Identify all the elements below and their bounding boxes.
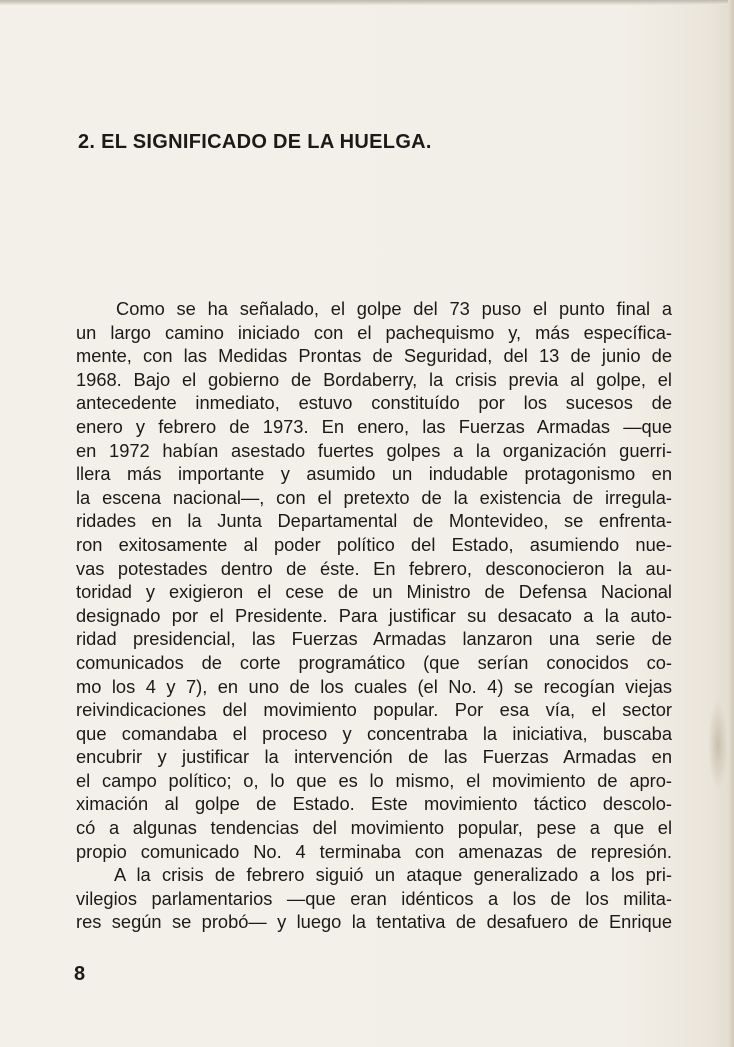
text-line: res según se probó— y luego la tentativa de desafuero de Enrique xyxy=(76,911,672,933)
page-number: 8 xyxy=(74,963,86,985)
text-line: ximación al golpe de Estado. Este movimiento táctico descolo- xyxy=(76,793,672,815)
paragraph-2 xyxy=(76,863,672,934)
text-line: antecedente inmediato, estuvo constituído por los sucesos de xyxy=(76,392,672,414)
page-top-edge xyxy=(0,0,734,5)
text-line: Como se ha señalado, el golpe del 73 puso el punto final a xyxy=(116,298,672,319)
paper-stain xyxy=(708,700,728,790)
text-line: vas potestades dentro de éste. En febrero, desconocieron la au- xyxy=(76,557,672,579)
paragraph-1 xyxy=(76,297,672,863)
text-line: llera más importante y asumido un indudable protagonismo en xyxy=(76,463,672,485)
text-line: que comandaba el proceso y concentraba la iniciativa, buscaba xyxy=(76,722,672,744)
text-line: propio comunicado No. 4 terminaba con amenazas de represión. xyxy=(76,840,672,862)
text-line: ridades en la Junta Departamental de Montevideo, se enfrenta- xyxy=(76,510,672,532)
text-line: 1968. Bajo el gobierno de Bordaberry, la crisis previa al golpe, el xyxy=(76,368,672,390)
text-line: en 1972 habían asestado fuertes golpes a la organización guerri- xyxy=(76,439,672,461)
text-line: un largo camino iniciado con el pachequismo y, más específica- xyxy=(76,321,672,343)
text-line: mente, con las Medidas Prontas de Seguridad, del 13 de junio de xyxy=(76,345,672,367)
text-line: mo los 4 y 7), en uno de los cuales (el No. 4) se recogían viejas xyxy=(76,675,672,697)
text-line: la escena nacional—, con el pretexto de la existencia de irregula- xyxy=(76,486,672,508)
body-text xyxy=(76,297,672,934)
text-line: ridad presidencial, las Fuerzas Armadas lanzaron una serie de xyxy=(76,628,672,650)
text-line: enero y febrero de 1973. En enero, las Fuerzas Armadas —que xyxy=(76,415,672,437)
section-heading: 2. EL SIGNIFICADO DE LA HUELGA. xyxy=(78,131,432,153)
text-line: encubrir y justificar la intervención de las Fuerzas Armadas en xyxy=(76,746,672,768)
text-line: reivindicaciones del movimiento popular. Por esa vía, el sector xyxy=(76,699,672,721)
text-line: ron exitosamente al poder político del Estado, asumiendo nue- xyxy=(76,533,672,555)
text-line: có a algunas tendencias del movimiento popular, pese a que el xyxy=(76,817,672,839)
page-right-edge xyxy=(728,0,734,1047)
text-line: toridad y exigieron el cese de un Ministro de Defensa Nacional xyxy=(76,581,672,603)
text-line: designado por el Presidente. Para justificar su desacato a la auto- xyxy=(76,604,672,626)
text-line: comunicados de corte programático (que serían conocidos co- xyxy=(76,651,672,673)
text-line: A la crisis de febrero siguió un ataque generalizado a los pri- xyxy=(114,864,672,886)
text-line: el campo político; o, lo que es lo mismo, el movimiento de apro- xyxy=(76,769,672,791)
text-line: vilegios parlamentarios —que eran idénticos a los de los milita- xyxy=(76,887,672,909)
